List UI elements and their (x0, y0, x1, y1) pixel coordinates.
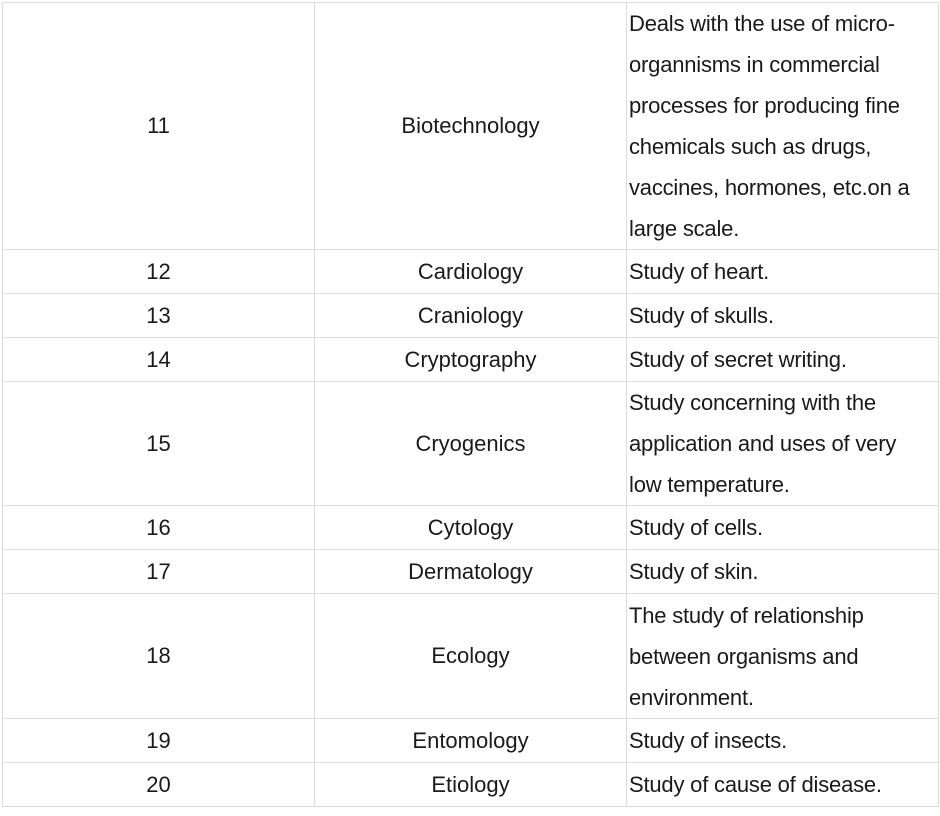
row-description: Study concerning with the application and uses of very low temperature. (627, 382, 939, 506)
glossary-table (2, 2, 939, 807)
row-description: Deals with the use of micro-organnisms in commercial processes for producing fine chemicals such as drugs, vaccines, hormones, etc.on a large scale. (627, 3, 939, 250)
row-number: 12 (3, 250, 315, 294)
row-description: Study of cells. (627, 506, 939, 550)
row-number: 17 (3, 550, 315, 594)
row-description: Study of heart. (627, 250, 939, 294)
table-row (3, 3, 939, 250)
table-row (3, 294, 939, 338)
row-description: Study of secret writing. (627, 338, 939, 382)
row-term: Etiology (315, 763, 627, 807)
row-description: The study of relationship between organisms and environment. (627, 594, 939, 719)
table-row (3, 550, 939, 594)
row-term: Cytology (315, 506, 627, 550)
glossary-table-body (3, 3, 939, 807)
row-number: 14 (3, 338, 315, 382)
row-number: 13 (3, 294, 315, 338)
table-row (3, 506, 939, 550)
row-term: Cryogenics (315, 382, 627, 506)
row-term: Craniology (315, 294, 627, 338)
row-term: Cryptography (315, 338, 627, 382)
table-row (3, 250, 939, 294)
row-description: Study of skin. (627, 550, 939, 594)
row-term: Entomology (315, 719, 627, 763)
table-row (3, 594, 939, 719)
row-number: 11 (3, 3, 315, 250)
table-row (3, 719, 939, 763)
row-description: Study of cause of disease. (627, 763, 939, 807)
row-description: Study of skulls. (627, 294, 939, 338)
row-term: Biotechnology (315, 3, 627, 250)
table-row (3, 382, 939, 506)
table-row (3, 763, 939, 807)
row-number: 16 (3, 506, 315, 550)
row-description: Study of insects. (627, 719, 939, 763)
row-number: 18 (3, 594, 315, 719)
row-term: Cardiology (315, 250, 627, 294)
row-number: 20 (3, 763, 315, 807)
row-term: Ecology (315, 594, 627, 719)
row-number: 15 (3, 382, 315, 506)
row-term: Dermatology (315, 550, 627, 594)
table-row (3, 338, 939, 382)
row-number: 19 (3, 719, 315, 763)
